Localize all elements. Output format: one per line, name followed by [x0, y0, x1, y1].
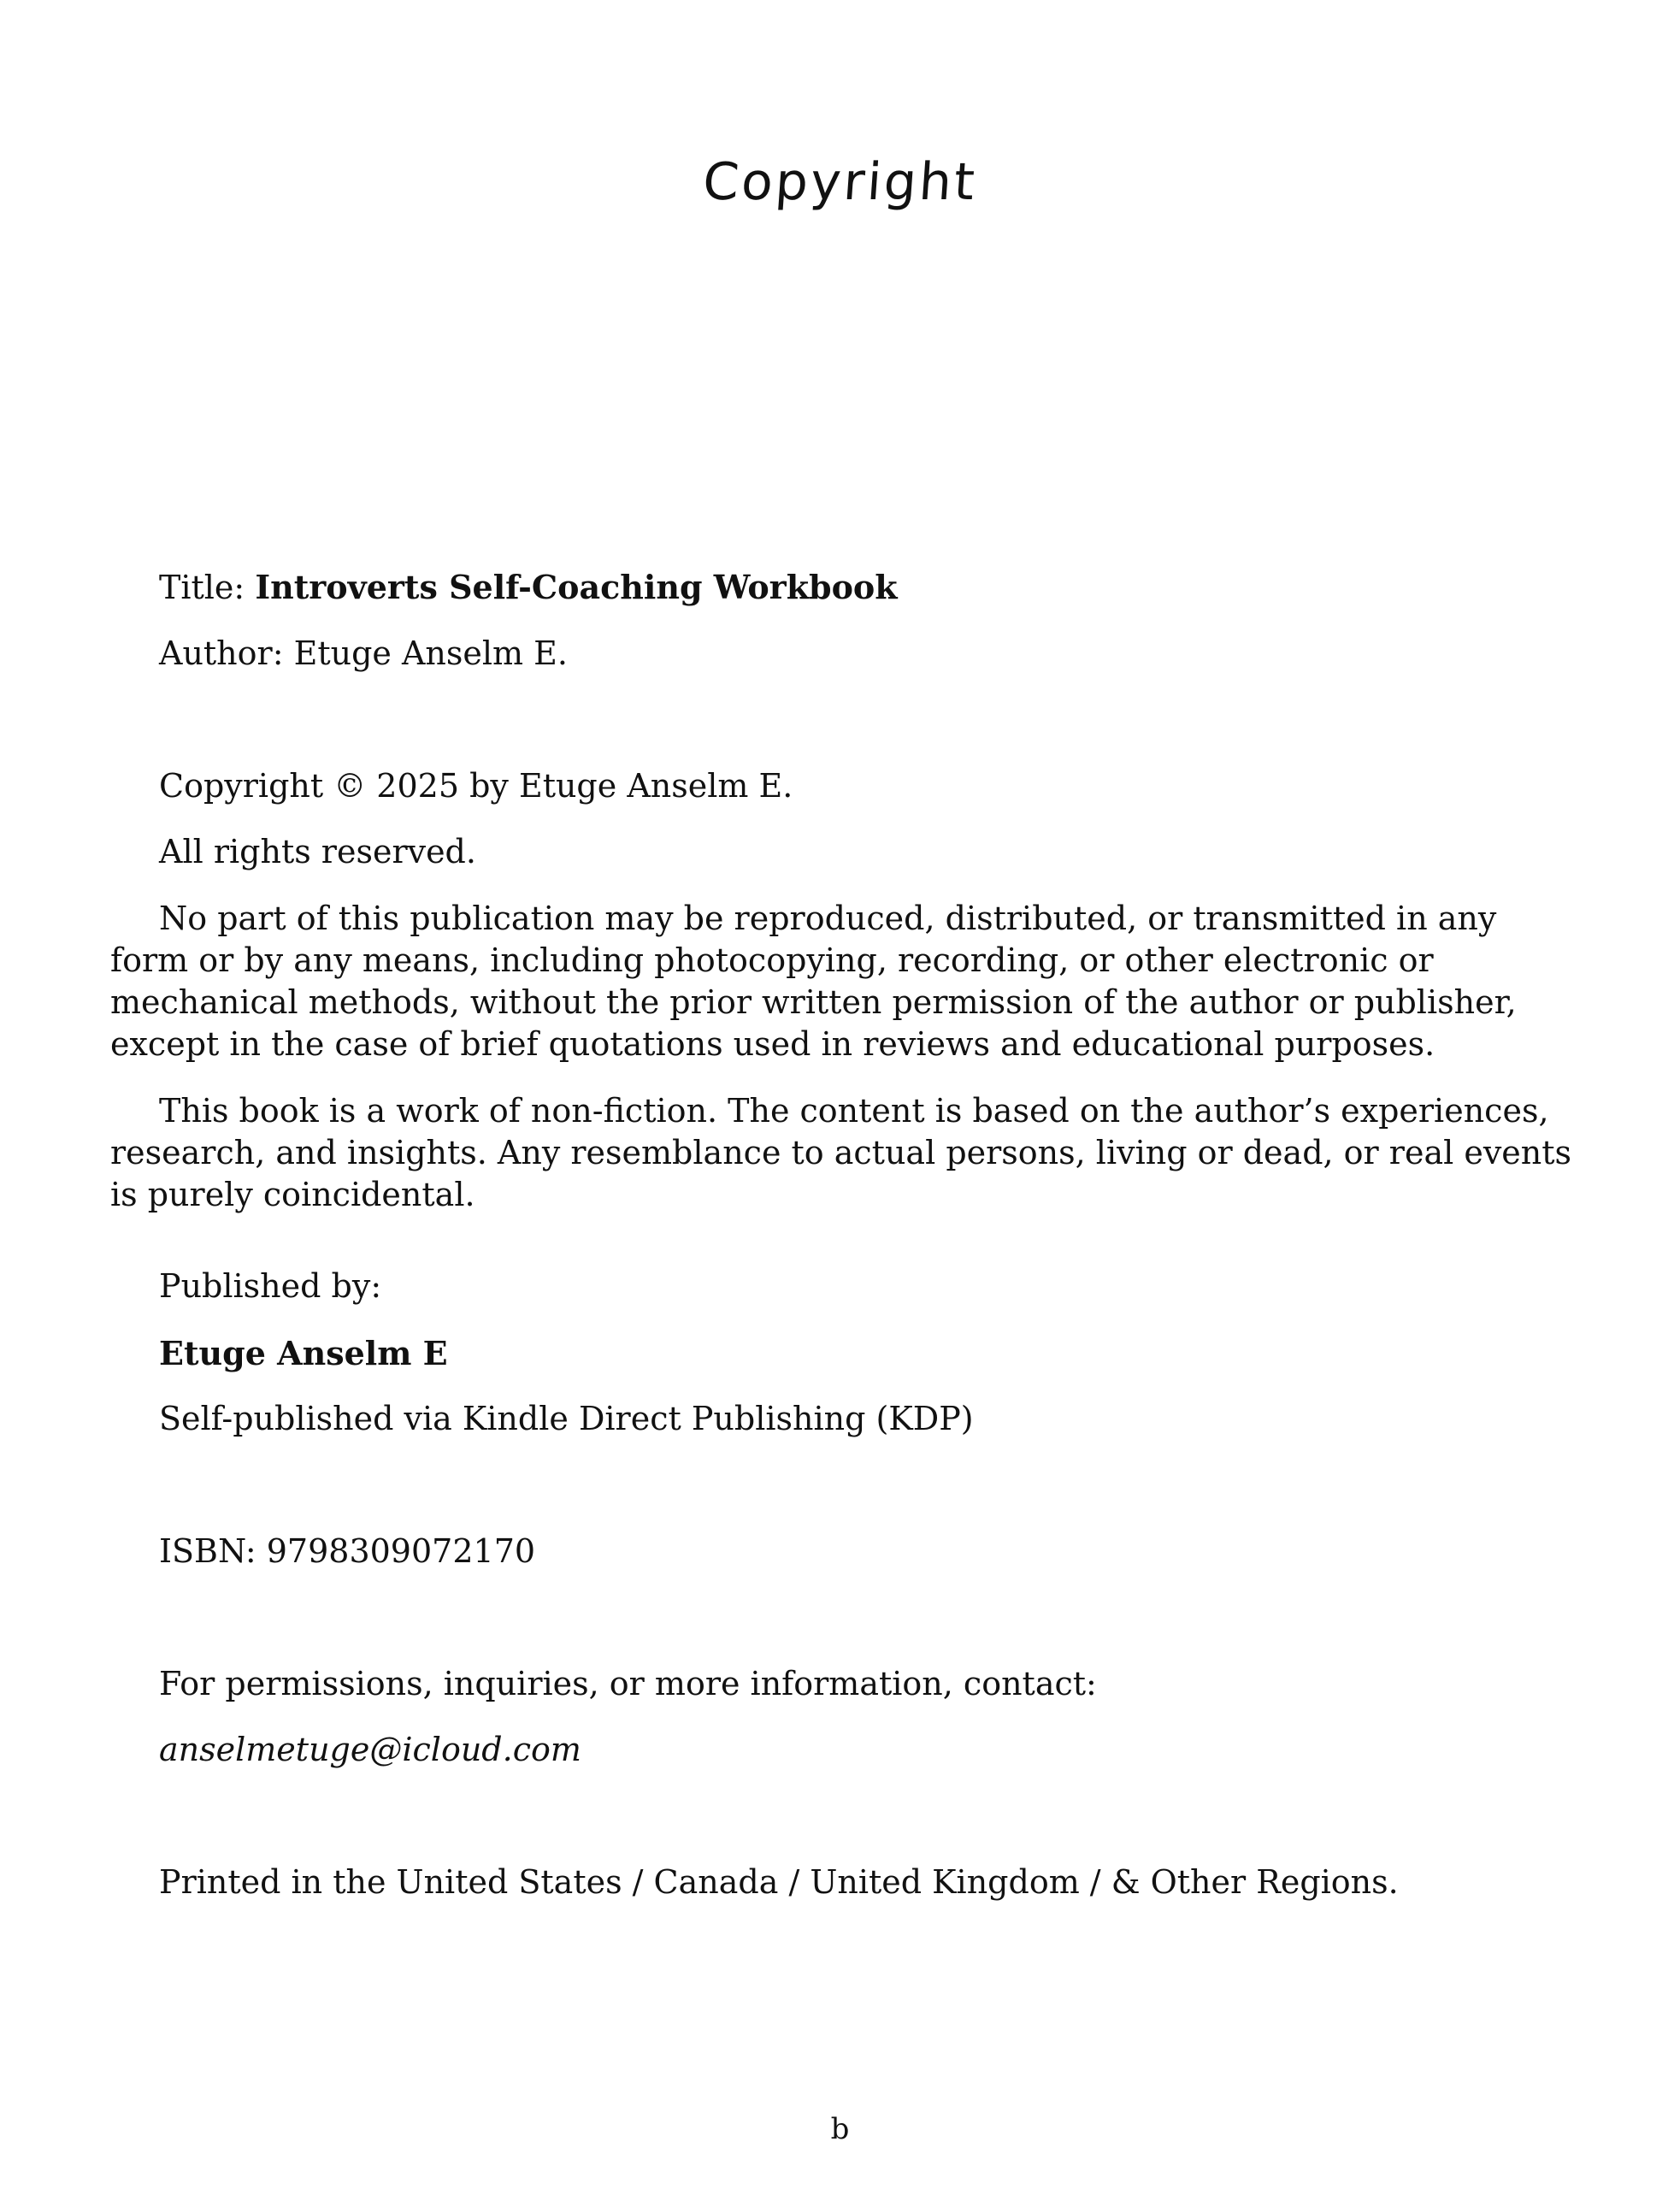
contact-email: anselmetuge@icloud.com — [159, 1731, 581, 1768]
rights-reserved: All rights reserved. — [159, 833, 476, 870]
author-name: Etuge Anselm E. — [293, 634, 568, 672]
title-line — [159, 566, 898, 609]
isbn-line: ISBN: 9798309072170 — [159, 1532, 536, 1570]
publisher-name: Etuge Anselm E — [159, 1334, 448, 1372]
published-by-label: Published by: — [159, 1267, 382, 1305]
title-label: Title: — [159, 569, 245, 606]
author-line — [159, 633, 568, 675]
copyright-notice: Copyright © 2025 by Etuge Anselm E. — [159, 767, 793, 805]
book-title: Introverts Self-Coaching Workbook — [255, 568, 898, 606]
publisher-details: Self-published via Kindle Direct Publishing (KDP) — [159, 1400, 974, 1437]
contact-prompt: For permissions, inquiries, or more information, contact: — [159, 1665, 1097, 1702]
page-number: b — [830, 2112, 850, 2146]
nonfiction-paragraph: This book is a work of non-fiction. The content is based on the author’s experiences, research, and insights. Any resemblance to actual persons, living or dead, or real events is purely coincidental. — [110, 1092, 1572, 1213]
reproduction-paragraph: No part of this publication may be reproduced, distributed, or transmitted in any form or by any means, including photocopying, recording, or other electronic or mechanical methods, without the prior written permission of the author or publisher, except in the case of brief quotations used in reviews and educational purposes. — [110, 900, 1517, 1063]
author-label: Author: — [159, 634, 284, 672]
page-title: Copyright — [700, 152, 980, 212]
printed-in-line: Printed in the United States / Canada / United Kingdom / & Other Regions. — [159, 1863, 1399, 1901]
